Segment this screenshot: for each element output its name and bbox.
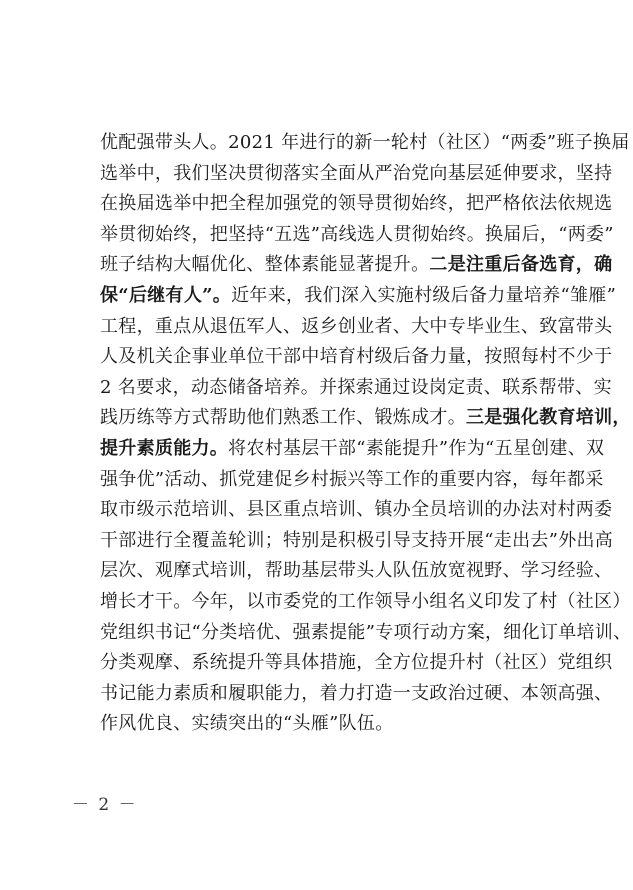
text-line <box>100 679 613 710</box>
text-line <box>100 618 632 649</box>
text-segment: 作风优良、实绩突出的“头雁”队伍。 <box>100 713 394 735</box>
text-line <box>100 312 613 343</box>
bold-text-segment: 二是注重后备选育，确 <box>429 254 613 276</box>
text-line <box>100 648 613 679</box>
text-line <box>100 159 613 190</box>
text-segment: 工程，重点从退伍军人、返乡创业者、大中专毕业生、致富带头 <box>100 315 613 337</box>
text-segment: 增长才干。今年，以市委党的工作领导小组名义印发了村（社区） <box>100 590 631 612</box>
text-segment: 分类观摩、系统提升等具体措施，全方位提升村（社区）党组织 <box>100 652 613 674</box>
text-segment: 班子结构大幅优化、整体素能显著提升。 <box>100 254 430 276</box>
text-line <box>100 281 617 312</box>
bold-text-segment: 三是强化教育培训， <box>466 407 631 429</box>
text-line <box>100 526 614 557</box>
text-line <box>100 189 613 220</box>
text-segment: 选举中，我们坚决贯彻落实全面从严治党向基层延伸要求，坚持 <box>100 162 613 184</box>
text-segment: 在换届选举中把全程加强党的领导贯彻始终，把严格依法依规选 <box>100 193 613 215</box>
text-segment: 干部进行全覆盖轮训；特别是积极引导支持开展“走出去”外出高 <box>100 529 614 551</box>
text-segment: 书记能力素质和履职能力，着力打造一支政治过硬、本领高强、 <box>100 682 613 704</box>
text-segment: 人及机关企事业单位干部中培育村级后备力量，按照每村不少于 <box>100 346 613 368</box>
text-line <box>100 220 614 251</box>
text-line <box>100 250 613 281</box>
text-segment: 近年来，我们深入实施村级后备力量培养“雏雁” <box>231 284 617 306</box>
text-segment: 优配强带头人。2021 年进行的新一轮村（社区）“两委”班子换届 <box>100 132 630 153</box>
page-number: － 2 － <box>72 795 138 815</box>
text-line <box>100 709 548 740</box>
text-line <box>100 373 612 404</box>
text-line <box>100 128 630 159</box>
text-line <box>100 587 631 618</box>
text-segment: 强争优”活动、抓党建促乡村振兴等工作的重要内容，每年都采 <box>100 468 604 490</box>
text-segment: 将农村基层干部“素能提升”作为“五星创建、双 <box>228 437 605 459</box>
text-line <box>100 465 604 496</box>
text-segment: 党组织书记“分类培优、强素提能”专项行动方案，细化订单培训、 <box>100 621 632 643</box>
text-line <box>100 495 613 526</box>
text-line <box>100 434 605 465</box>
bold-text-segment: 保“后继有人”。 <box>100 284 232 306</box>
bold-text-segment: 提升素质能力。 <box>100 437 229 459</box>
text-segment: 层次、观摩式培训，帮助基层带头人队伍放宽视野、学习经验、 <box>100 560 613 582</box>
text-segment: 举贯彻始终，把坚持“五选”高线选人贯彻始终。换届后，“两委” <box>100 223 614 245</box>
text-segment: 2 名要求，动态储备培养。并探索通过设岗定责、联系帮带、实 <box>100 376 612 398</box>
text-segment: 践历练等方式帮助他们熟悉工作、锻炼成才。 <box>100 407 466 429</box>
text-line <box>100 342 613 373</box>
text-line <box>100 403 631 434</box>
text-line <box>100 556 613 587</box>
text-segment: 取市级示范培训、县区重点培训、镇办全员培训的办法对村两委 <box>100 499 613 521</box>
body-paragraph <box>100 128 632 740</box>
